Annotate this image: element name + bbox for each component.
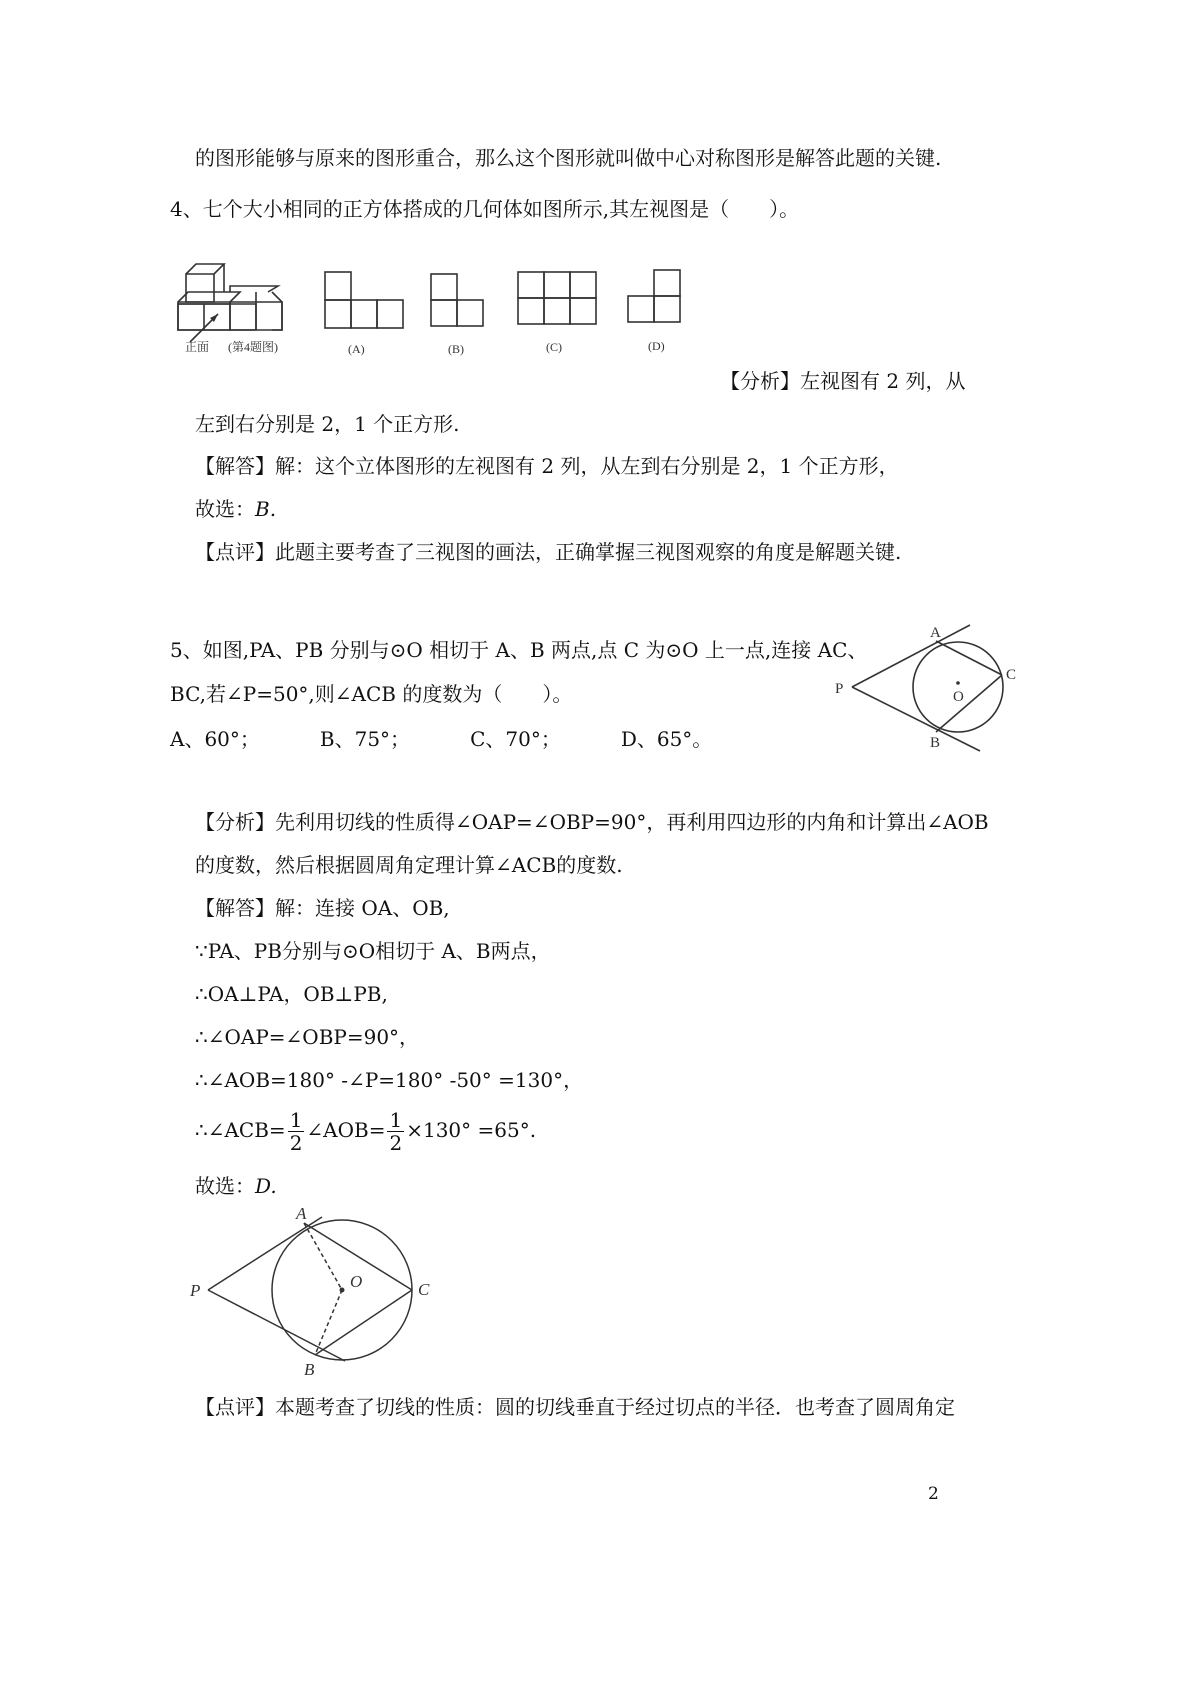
fig1-label-o: O: [953, 689, 964, 705]
q4-answer: 【解答】解：这个立体图形的左视图有 2 列，从左到右分别是 2，1 个正方形，: [195, 454, 899, 478]
fraction-half-2: $\frac{1}{2}$: [389, 1108, 403, 1155]
fig1-label-c: C: [1006, 667, 1017, 683]
q5-analysis-line2: 的度数，然后根据圆周角定理计算∠ACB的度数.: [195, 853, 623, 877]
q5-option-d: D、65°。: [620, 727, 713, 751]
fig1-label-b: B: [930, 735, 941, 751]
q5-analysis-line1: 【分析】先利用切线的性质得∠OAP=∠OBP=90°，再利用四边形的内角和计算出∠AOB: [195, 810, 989, 834]
fig2-label-o: O: [350, 1272, 363, 1291]
fig2-label-p: P: [190, 1281, 201, 1300]
q5-figure: [830, 615, 1030, 755]
q5-option-b: B、75°；: [319, 727, 411, 751]
q5-answer-intro: 【解答】解：连接 OA、OB,: [195, 896, 450, 920]
caption-a: (A): [348, 342, 365, 356]
q4-figure: [168, 250, 698, 365]
q5-solution-figure: [180, 1205, 450, 1380]
q5-option-a: A、60°；: [170, 727, 260, 751]
q5-comment: 【点评】本题考查了切线的性质：圆的切线垂直于经过切点的半径．也考查了圆周角定: [195, 1395, 955, 1419]
q5-option-c: C、70°；: [470, 727, 561, 751]
q4-analysis-line1: 【分析】左视图有 2 列，从: [720, 369, 966, 393]
q5-step5: ∴∠ACB= $\frac{1}{2}$ ∠AOB= $\frac{1}{2}$ ×130° =65°.: [195, 1108, 537, 1155]
q4-question: 4、七个大小相同的正方体搭成的几何体如图所示,其左视图是（ ）。: [170, 197, 800, 221]
q5-step1: ∵PA、PB分别与⊙O相切于 A、B两点，: [195, 939, 551, 963]
q5-step4: ∴∠AOB=180° -∠P=180° -50° =130°，: [195, 1068, 584, 1092]
fraction-half-1: $\frac{1}{2}$: [289, 1108, 303, 1155]
q5-options: [170, 725, 712, 753]
q4-comment: 【点评】此题主要考查了三视图的画法，正确掌握三视图观察的角度是解题关键.: [195, 540, 902, 564]
q4-analysis-line2: 左到右分别是 2，1 个正方形.: [195, 412, 460, 436]
q5-step2: ∴OA⊥PA，OB⊥PB,: [195, 982, 388, 1006]
fig2-label-b: B: [304, 1360, 315, 1379]
fig1-label-a: A: [930, 625, 941, 641]
caption-c: (C): [546, 340, 562, 354]
page-number: 2: [928, 1484, 939, 1504]
main-caption: (第4题图): [228, 340, 278, 354]
fig2-label-c: C: [418, 1280, 430, 1299]
q5-question-line1: 5、如图,PA、PB 分别与⊙O 相切于 A、B 两点,点 C 为⊙O 上一点,连接 AC、: [170, 638, 868, 662]
fig2-label-a: A: [296, 1205, 307, 1223]
fig1-label-p: P: [835, 681, 844, 697]
front-caption: 正面: [185, 340, 210, 354]
q4-choice: 故选：B.: [195, 497, 277, 521]
caption-b: (B): [448, 342, 464, 356]
q5-question-line2: BC,若∠P=50°,则∠ACB 的度数为（ ）。: [170, 682, 573, 706]
caption-d: (D): [648, 339, 665, 353]
q5-step3: ∴∠OAP=∠OBP=90°，: [195, 1025, 420, 1049]
q5-choice: 故选：D.: [195, 1174, 277, 1198]
continuation-text: 的图形能够与原来的图形重合，那么这个图形就叫做中心对称图形是解答此题的关键.: [195, 146, 942, 170]
